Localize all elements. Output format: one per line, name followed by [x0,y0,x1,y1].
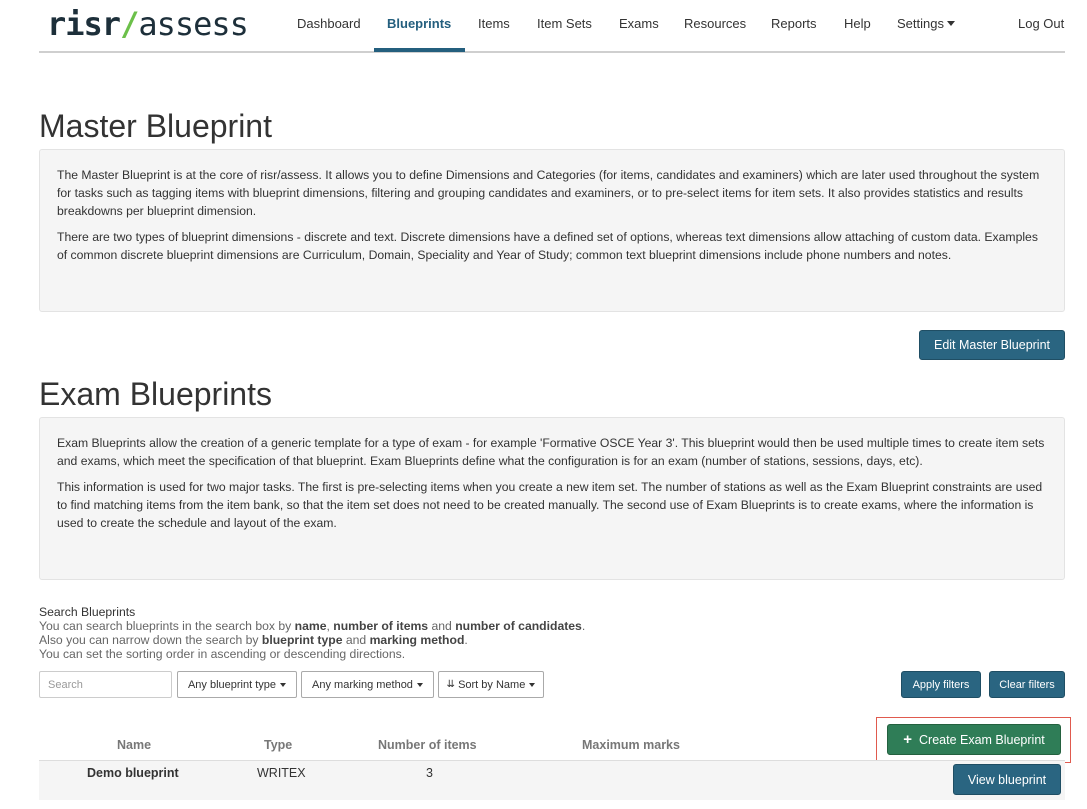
help-text: Also you can narrow down the search by [39,633,262,647]
nav-item-sets[interactable]: Item Sets [537,16,592,31]
nav-blueprints[interactable]: Blueprints [387,16,452,31]
nav-items[interactable]: Items [478,16,510,31]
top-navbar [39,0,1065,53]
exam-blueprints-heading: Exam Blueprints [39,376,272,412]
help-text: and [428,619,456,633]
nav-exams[interactable]: Exams [619,16,659,31]
help-keyword: name [294,619,327,633]
nav-reports[interactable]: Reports [771,16,817,31]
nav-menu [39,0,1065,51]
logo-text-assess: assess [138,5,248,43]
help-text: , [326,619,334,633]
column-header-name[interactable]: Name [117,738,152,752]
search-input[interactable] [39,671,172,698]
master-blueprint-description [39,149,1065,312]
help-keyword: number of candidates [455,619,582,633]
sort-dropdown[interactable] [438,671,544,698]
help-keyword: blueprint type [261,633,343,647]
master-description-paragraph-2: There are two types of blueprint dimensions - discrete and text. Discrete dimensions have a defined set of options, whereas text dimensions allow attaching of custom data. Examples of common discrete blueprint dimensions are Curriculum, Domain, Speciality and Year of Study; common text blueprint dimensions include phone numbers and notes. [57,230,1038,262]
apply-filters-button[interactable]: Apply filters [901,671,981,698]
help-text: . [581,619,586,633]
row-number-of-items: 3 [426,766,433,780]
blueprint-type-label: Any blueprint type [187,678,277,691]
help-text: You can search blueprints in the search box by [39,619,295,633]
marking-method-dropdown[interactable] [301,671,434,698]
master-blueprint-heading: Master Blueprint [39,108,272,144]
sort-label: Sort by Name [458,678,526,691]
nav-settings-label: Settings [897,16,944,31]
caret-down-icon [529,683,535,687]
plus-icon: + [903,731,912,748]
exam-description-paragraph-2: This information is used for two major tasks. The first is pre-selecting items when you create a new item set. The number of stations as well as the Exam Blueprint constraints are used to find matching items from the item bank, so that the item set does not need to be created manually. The second use of Exam Blueprints is to create exams, where the information is used to create the schedule and layout of the exam. [57,480,1043,530]
caret-down-icon [280,683,286,687]
nav-help[interactable]: Help [844,16,871,31]
blueprint-type-dropdown[interactable] [177,671,297,698]
exam-description-paragraph-1: Exam Blueprints allow the creation of a generic template for a type of exam - for example 'Formative OSCE Year 3'. This blueprint would then be used multiple times to create item sets and exams, which meet the specification of that blueprint. Exam Blueprints define what the configuration is for an exam (number of stations, sessions, days, etc). [57,436,1045,468]
exam-blueprints-description [39,417,1065,580]
clear-filters-button[interactable]: Clear filters [989,671,1065,698]
row-type: WRITEX [257,766,306,780]
search-help-line-3: You can set the sorting order in ascending or descending directions. [39,647,406,661]
help-text: . [464,633,468,647]
marking-method-label: Any marking method [312,678,413,691]
sort-order-icon: ⇊ [446,679,456,690]
nav-logout[interactable]: Log Out [1018,16,1065,31]
view-blueprint-button[interactable]: View blueprint [953,764,1061,795]
search-help-text [39,605,585,661]
column-header-maximum-marks[interactable]: Maximum marks [582,738,680,752]
edit-master-blueprint-button[interactable]: Edit Master Blueprint [919,330,1065,360]
help-keyword: marking method [369,633,465,647]
logo-slash: / [120,5,139,43]
search-help-line-1 [39,619,585,633]
master-description-paragraph-1: The Master Blueprint is at the core of risr/assess. It allows you to define Dimensions and Categories (for items, candidates and examiners) which are later used throughout the system for tasks such as tagging items with blueprint dimensions, filtering and grouping candidates and examiners, or to pre-select items for item sets. It also provides statistics and results breakdowns per blueprint dimension. [57,168,1040,218]
search-blueprints-label: Search Blueprints [39,605,136,619]
row-name: Demo blueprint [87,766,179,780]
table-row [39,760,1065,800]
caret-down-icon [417,683,423,687]
caret-down-icon [947,21,955,26]
nav-settings-dropdown[interactable] [897,16,955,31]
nav-resources[interactable]: Resources [684,16,747,31]
column-header-type[interactable]: Type [264,738,293,752]
column-header-number-of-items[interactable]: Number of items [378,738,477,752]
logo-text-risr: risr [47,5,121,43]
create-exam-blueprint-button[interactable] [887,724,1061,755]
help-text: and [342,633,370,647]
nav-dashboard[interactable]: Dashboard [297,16,361,31]
help-keyword: number of items [333,619,429,633]
search-help-line-2 [39,633,585,647]
create-exam-blueprint-label: Create Exam Blueprint [919,732,1045,747]
active-tab-indicator [374,48,465,52]
